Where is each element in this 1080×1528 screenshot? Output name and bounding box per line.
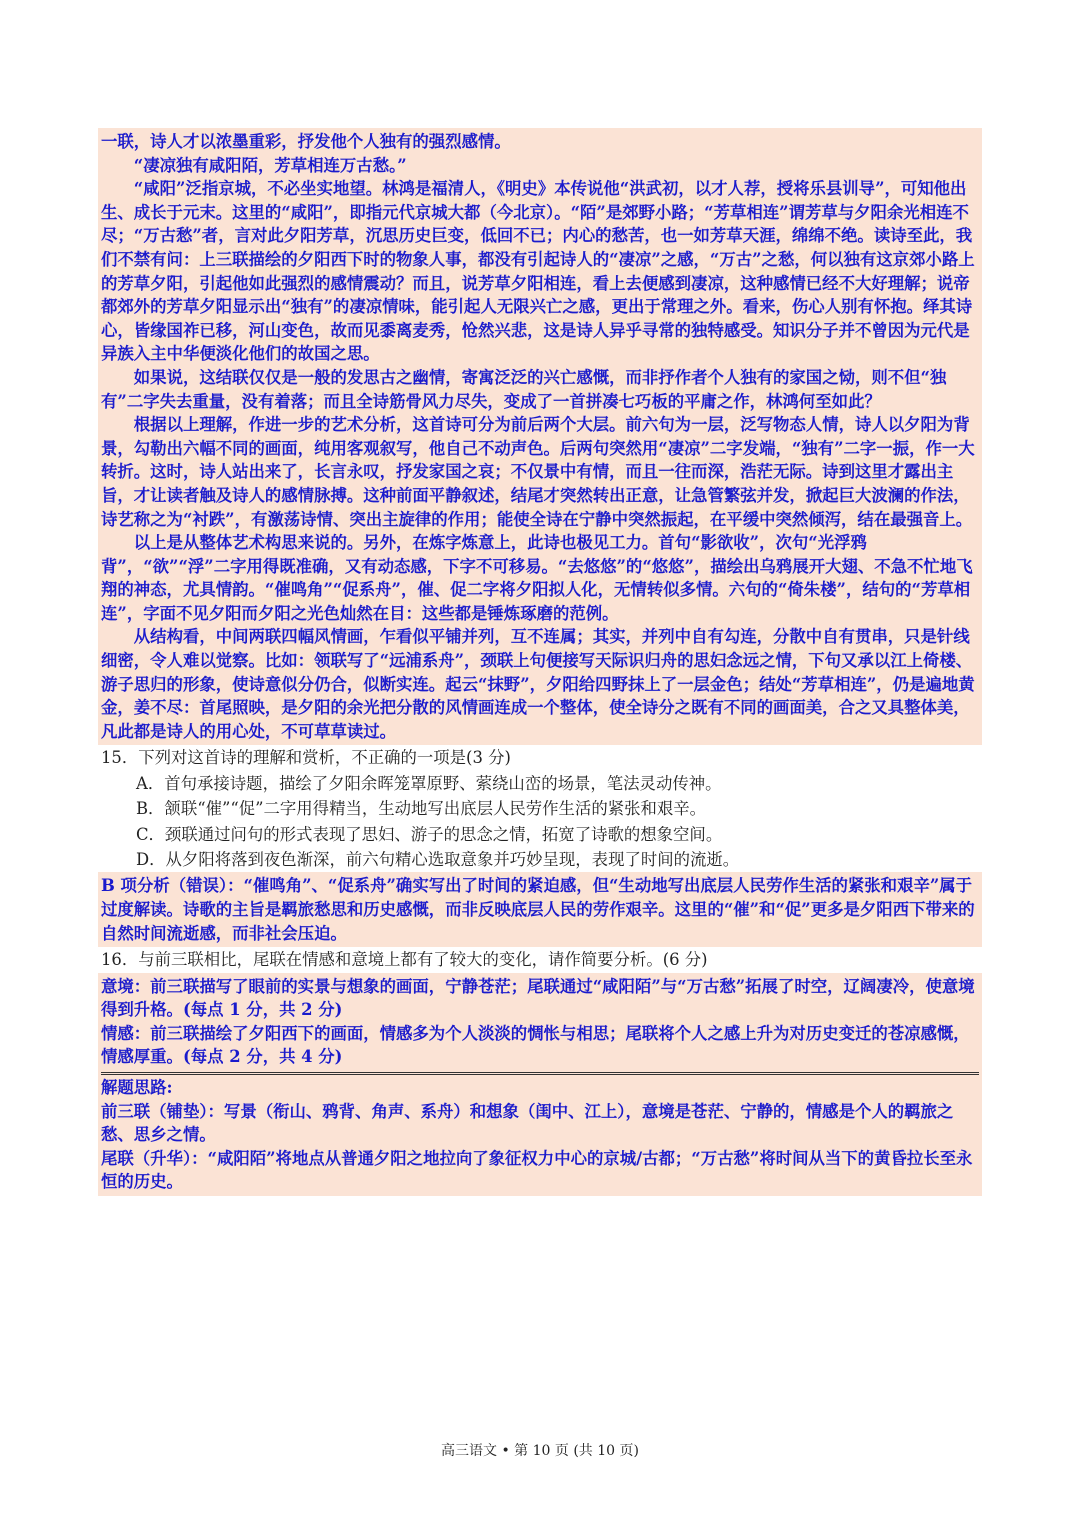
question-15-stem: 15．下列对这首诗的理解和赏析，不正确的一项是(3 分) — [101, 748, 511, 768]
approach-title: 解题思路: — [101, 1078, 173, 1098]
analysis-paragraph: 一联，诗人才以浓墨重彩，抒发他个人独有的强烈感情。 — [101, 132, 511, 151]
question-15-option-a: A．首句承接诗题，描绘了夕阳余晖笼罩原野、萦绕山峦的场景，笔法灵动传神。 — [136, 773, 722, 793]
question-15-option-d: D．从夕阳将落到夜色渐深，前六句精心选取意象并巧妙呈现，表现了时间的流逝。 — [136, 850, 740, 870]
analysis-paragraph: 以上是从整体艺术构思来说的。另外，在炼字炼意上，此诗也极见工力。首句“影欲收”，次句“光浮鸦背”，“欲”“浮”二字用得既准确，又有动态感，下字不可移易。“去悠悠”的“悠悠”，描绘出乌鸦展开大翅、不急不忙地飞翔的神态，尤具情韵。“催鸣角”“促系舟”，催、促二字将夕阳拟人化，无情转似多情。六句的“倚朱楼”，结句的“芳草相连”，字面不见夕阳而夕阳之光色灿然在目：这些都是锤炼琢磨的范例。 — [101, 533, 973, 623]
page-content — [98, 128, 982, 1196]
question-15-option-b: B．颔联“催”“促”二字用得精当，生动地写出底层人民劳作生活的紧张和艰辛。 — [136, 799, 707, 819]
analysis-paragraph: 根据以上理解，作进一步的艺术分析，这首诗可分为前后两个大层。前六句为一层，泛写物态人情，诗人以夕阳为背景，勾勒出六幅不同的画面，纯用客观叙写，他自己不动声色。后两句突然用“凄凉”二字发端，“独有”二字一振，作一大转折。这时，诗人站出来了，长言永叹，抒发家国之哀；不仅景中有情，而且一往而深，浩茫无际。诗到这里才露出主旨，才让读者触及诗人的感情脉搏。这种前面平静叙述，结尾才突然转出正意，让急管繁弦并发，掀起巨大波澜的作法，诗艺称之为“衬跌”，有激荡诗情、突出主旋律的作用；能使全诗在宁静中突然振起，在平缓中突然倾泻，结在最强音上。 — [101, 415, 975, 529]
question-15-answer: B 项分析（错误）：“催鸣角”、“促系舟”确实写出了时间的紧迫感，但“生动地写出底层人民劳作生活的紧张和艰辛”属于过度解读。诗歌的主旨是羁旅愁思和历史感慨，而非反映底层人民的劳作艰辛。这里的“催”和“促”更多是夕阳西下带来的自然时间流逝感，而非社会压迫。 — [101, 876, 975, 943]
analysis-paragraph: “凄凉独有咸阳陌，芳草相连万古愁。” — [133, 155, 407, 175]
approach-line: 尾联（升华）：“咸阳陌”将地点从普通夕阳之地拉向了象征权力中心的京城/古都；“万古愁”将时间从当下的黄昏拉长至永恒的历史。 — [101, 1148, 973, 1192]
question-16-stem: 16．与前三联相比，尾联在情感和意境上都有了较大的变化，请作简要分析。(6 分) — [101, 950, 708, 970]
analysis-paragraph: “咸阳”泛指京城，不必坐实地望。林鸿是福清人，《明史》本传说他“洪武初，以才人荐，授将乐县训导”，可知他出生、成长于元末。这里的“咸阳”，即指元代京城大都（今北京）。“陌”是郊野小路；“芳草相连”谓芳草与夕阳余光相连不尽；“万古愁”者，言对此夕阳芳草，沉思历史巨变，低回不已；内心的愁苦，也一如芳草天涯，绵绵不绝。读诗至此，我们不禁有问：上三联描绘的夕阳西下时的物象人事，都没有引起诗人的“凄凉”之感，“万古”之愁，何以独有这京郊小路上的芳草夕阳，引起他如此强烈的感情震动？而且，说芳草夕阳相连，看上去便感到凄凉，这种感情已经不大好理解；说帝都郊外的芳草夕阳显示出“独有”的凄凉情味，能引起人无限兴亡之感，更出于常理之外。看来，伤心人别有怀抱。绎其诗心，皆缘国祚已移，河山变色，故而见黍离麦秀，怆然兴悲，这是诗人异乎寻常的独特感受。知识分子并不曾因为元代是异族入主中华便淡化他们的故国之思。 — [101, 179, 975, 364]
question-16-answer-emotion: 情感：前三联描绘了夕阳西下的画面，情感多为个人淡淡的惆怅与相思；尾联将个人之感上升为对历史变迁的苍凉感慨，情感厚重。(每点 2 分，共 4 分) — [101, 1023, 970, 1067]
analysis-block — [98, 128, 982, 745]
question-15-answer-block — [98, 872, 982, 947]
question-16-answer-artistic: 意境：前三联描写了眼前的实景与想象的画面，宁静苍茫；尾联通过“咸阳陌”与“万古愁”拓展了时空，辽阔凄冷，使意境得到升格。(每点 1 分，共 2 分) — [101, 976, 975, 1020]
question-16-answer-block — [98, 973, 982, 1196]
page-footer: 高三语文 • 第 10 页 (共 10 页) — [441, 1443, 639, 1459]
analysis-paragraph: 从结构看，中间两联四幅风情画，乍看似平铺并列，互不连属；其实，并列中自有勾连，分散中自有贯串，只是针线细密，令人难以觉察。比如：领联写了“远浦系舟”，颈联上句便接写天际识归舟的思妇念远之情，下句又承以江上倚楼、游子思归的形象，使诗意似分仍合，似断实连。起云“抹野”，夕阳给四野抹上了一层金色；结处“芳草相连”，仍是遍地黄金，姜不尽：首尾照映，是夕阳的余光把分散的风情画连成一个整体，使全诗分之既有不同的画面美，合之又具整体美，凡此都是诗人的用心处，不可草草读过。 — [101, 627, 975, 741]
question-15-option-c: C．颈联通过问句的形式表现了思妇、游子的思念之情，拓宽了诗歌的想象空间。 — [136, 824, 723, 844]
analysis-paragraph: 如果说，这结联仅仅是一般的发思古之幽情，寄寓泛泛的兴亡感慨，而非抒作者个人独有的家国之恸，则不但“独有”二字失去重量，没有着落；而且全诗筋骨风力尽失，变成了一首拼凑七巧板的平庸之作，林鸿何至如此？ — [101, 367, 947, 411]
approach-line: 前三联（铺垫）：写景（衔山、鸦背、角声、系舟）和想象（闺中、江上），意境是苍茫、宁静的，情感是个人的羁旅之愁、思乡之情。 — [101, 1101, 954, 1145]
